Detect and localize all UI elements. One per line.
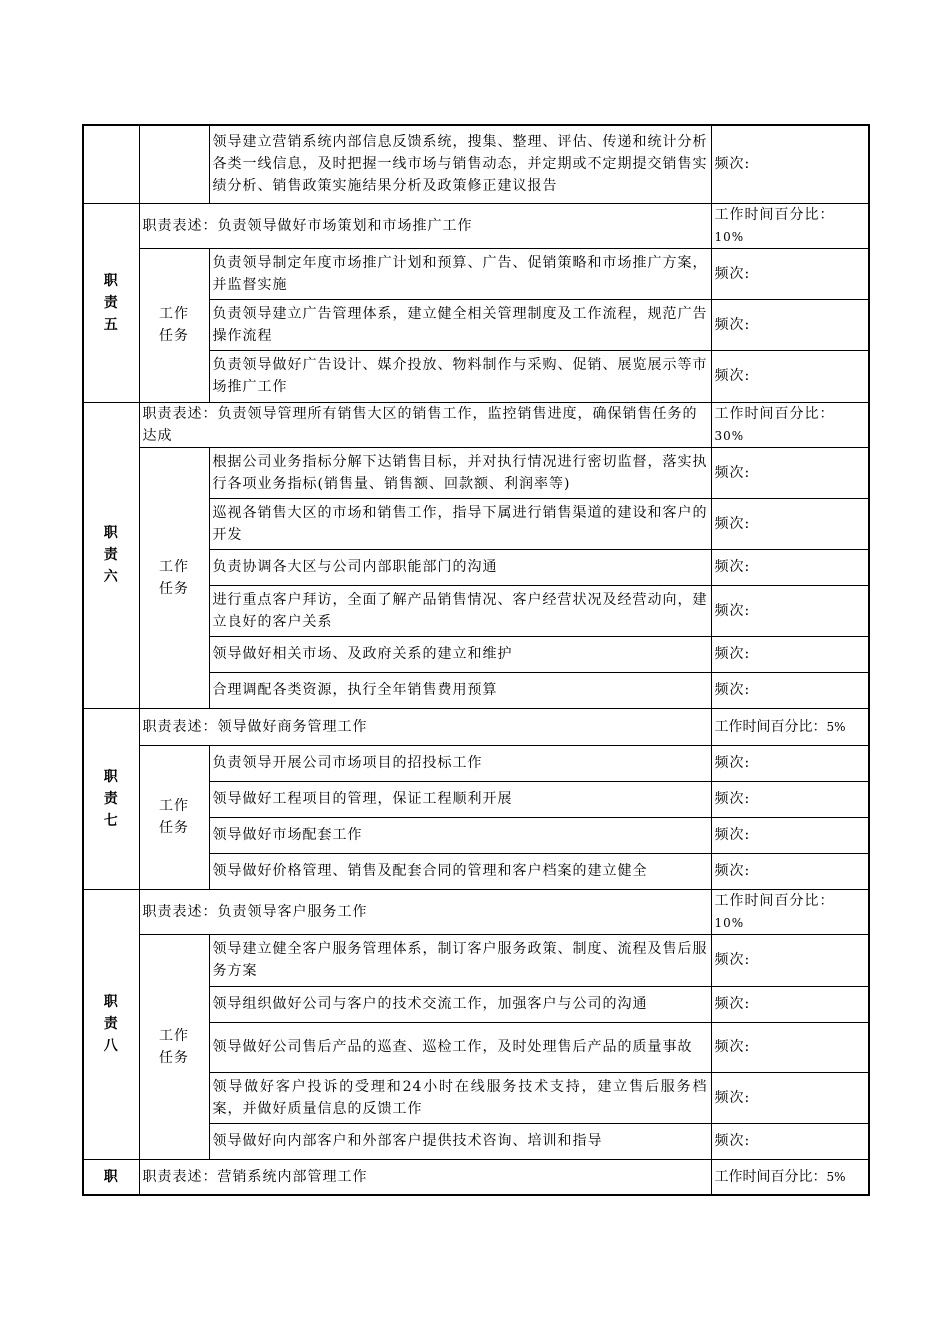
duty-description: 职责表述：领导做好商务管理工作 bbox=[139, 708, 711, 745]
table-row bbox=[83, 745, 869, 781]
frequency-label: 频次: bbox=[711, 299, 869, 350]
task-text: 领导建立健全客户服务管理体系，制订客户服务政策、制度、流程及售后服务方案 bbox=[209, 934, 711, 986]
table-row bbox=[83, 248, 869, 299]
task-text: 负责领导制定年度市场推广计划和预算、广告、促销策略和市场推广方案，并监督实施 bbox=[209, 248, 711, 299]
time-percentage: 工作时间百分比：5% bbox=[711, 708, 869, 745]
duty-description: 职责表述：负责领导客户服务工作 bbox=[139, 889, 711, 934]
task-text: 领导做好相关市场、及政府关系的建立和维护 bbox=[209, 636, 711, 672]
frequency-label: 频次: bbox=[711, 1123, 869, 1159]
task-text: 领导做好客户投诉的受理和24小时在线服务技术支持，建立售后服务档案，并做好质量信息的反馈工作 bbox=[209, 1072, 711, 1123]
frequency-label: 频次: bbox=[711, 447, 869, 498]
task-text: 负责领导建立广告管理体系，建立健全相关管理制度及工作流程，规范广告操作流程 bbox=[209, 299, 711, 350]
frequency-label: 频次: bbox=[711, 350, 869, 402]
section-title: 职 责 七 bbox=[83, 708, 139, 889]
duty-table bbox=[82, 124, 870, 1196]
task-text: 巡视各销售大区的市场和销售工作，指导下属进行销售渠道的建设和客户的开发 bbox=[209, 498, 711, 549]
frequency-label: 频次: bbox=[711, 745, 869, 781]
section-title: 职 责 八 bbox=[83, 889, 139, 1159]
task-text: 负责协调各大区与公司内部职能部门的沟通 bbox=[209, 549, 711, 585]
task-label: 工作 任务 bbox=[139, 934, 209, 1159]
frequency-label: 频次: bbox=[711, 1072, 869, 1123]
duty-description: 职责表述：营销系统内部管理工作 bbox=[139, 1159, 711, 1195]
task-text: 领导做好公司售后产品的巡查、巡检工作，及时处理售后产品的质量事故 bbox=[209, 1022, 711, 1072]
task-text: 领导做好价格管理、销售及配套合同的管理和客户档案的建立健全 bbox=[209, 853, 711, 889]
frequency-label: 频次: bbox=[711, 549, 869, 585]
frequency-label: 频次: bbox=[711, 672, 869, 708]
task-text: 根据公司业务指标分解下达销售目标，并对执行情况进行密切监督，落实执行各项业务指标(销售量、销售额、回款额、利润率等) bbox=[209, 447, 711, 498]
time-percentage: 工作时间百分比：5% bbox=[711, 1159, 869, 1195]
table-row bbox=[83, 1159, 869, 1195]
task-text: 领导做好工程项目的管理，保证工程顺利开展 bbox=[209, 781, 711, 817]
task-text: 负责领导开展公司市场项目的招投标工作 bbox=[209, 745, 711, 781]
frequency-label: 频次: bbox=[711, 248, 869, 299]
frequency-label: 频次: bbox=[711, 636, 869, 672]
section-title: 职 责 六 bbox=[83, 402, 139, 708]
frequency-label: 频次: bbox=[711, 853, 869, 889]
section-title-cell bbox=[83, 125, 139, 203]
table-row bbox=[83, 125, 869, 203]
table-row bbox=[83, 402, 869, 447]
task-label: 工作 任务 bbox=[139, 745, 209, 889]
time-percentage: 工作时间百分比： 30% bbox=[711, 402, 869, 447]
task-text: 领导建立营销系统内部信息反馈系统，搜集、整理、评估、传递和统计分析各类一线信息，及时把握一线市场与销售动态，并定期或不定期提交销售实绩分析、销售政策实施结果分析及政策修正建议报告 bbox=[209, 125, 711, 203]
frequency-label: 频次: bbox=[711, 817, 869, 853]
duty-description: 职责表述：负责领导做好市场策划和市场推广工作 bbox=[139, 203, 711, 248]
section-title: 职 责 五 bbox=[83, 203, 139, 402]
task-label-cell bbox=[139, 125, 209, 203]
task-text: 领导组织做好公司与客户的技术交流工作，加强客户与公司的沟通 bbox=[209, 986, 711, 1022]
task-text: 进行重点客户拜访，全面了解产品销售情况、客户经营状况及经营动向，建立良好的客户关系 bbox=[209, 585, 711, 636]
task-text: 合理调配各类资源，执行全年销售费用预算 bbox=[209, 672, 711, 708]
duty-description: 职责表述：负责领导管理所有销售大区的销售工作，监控销售进度，确保销售任务的达成 bbox=[139, 402, 711, 447]
frequency-label: 频次: bbox=[711, 934, 869, 986]
task-label: 工作 任务 bbox=[139, 447, 209, 708]
task-text: 领导做好市场配套工作 bbox=[209, 817, 711, 853]
time-percentage: 工作时间百分比： 10% bbox=[711, 203, 869, 248]
table-row bbox=[83, 708, 869, 745]
table-row bbox=[83, 934, 869, 986]
frequency-label: 频次: bbox=[711, 986, 869, 1022]
table-row bbox=[83, 447, 869, 498]
table-row bbox=[83, 203, 869, 248]
table-row bbox=[83, 889, 869, 934]
task-text: 负责领导做好广告设计、媒介投放、物料制作与采购、促销、展览展示等市场推广工作 bbox=[209, 350, 711, 402]
frequency-label: 频次: bbox=[711, 1022, 869, 1072]
frequency-label: 频次: bbox=[711, 125, 869, 203]
task-text: 领导做好向内部客户和外部客户提供技术咨询、培训和指导 bbox=[209, 1123, 711, 1159]
frequency-label: 频次: bbox=[711, 585, 869, 636]
frequency-label: 频次: bbox=[711, 498, 869, 549]
frequency-label: 频次: bbox=[711, 781, 869, 817]
task-label: 工作 任务 bbox=[139, 248, 209, 402]
section-title: 职 bbox=[83, 1159, 139, 1195]
time-percentage: 工作时间百分比： 10% bbox=[711, 889, 869, 934]
